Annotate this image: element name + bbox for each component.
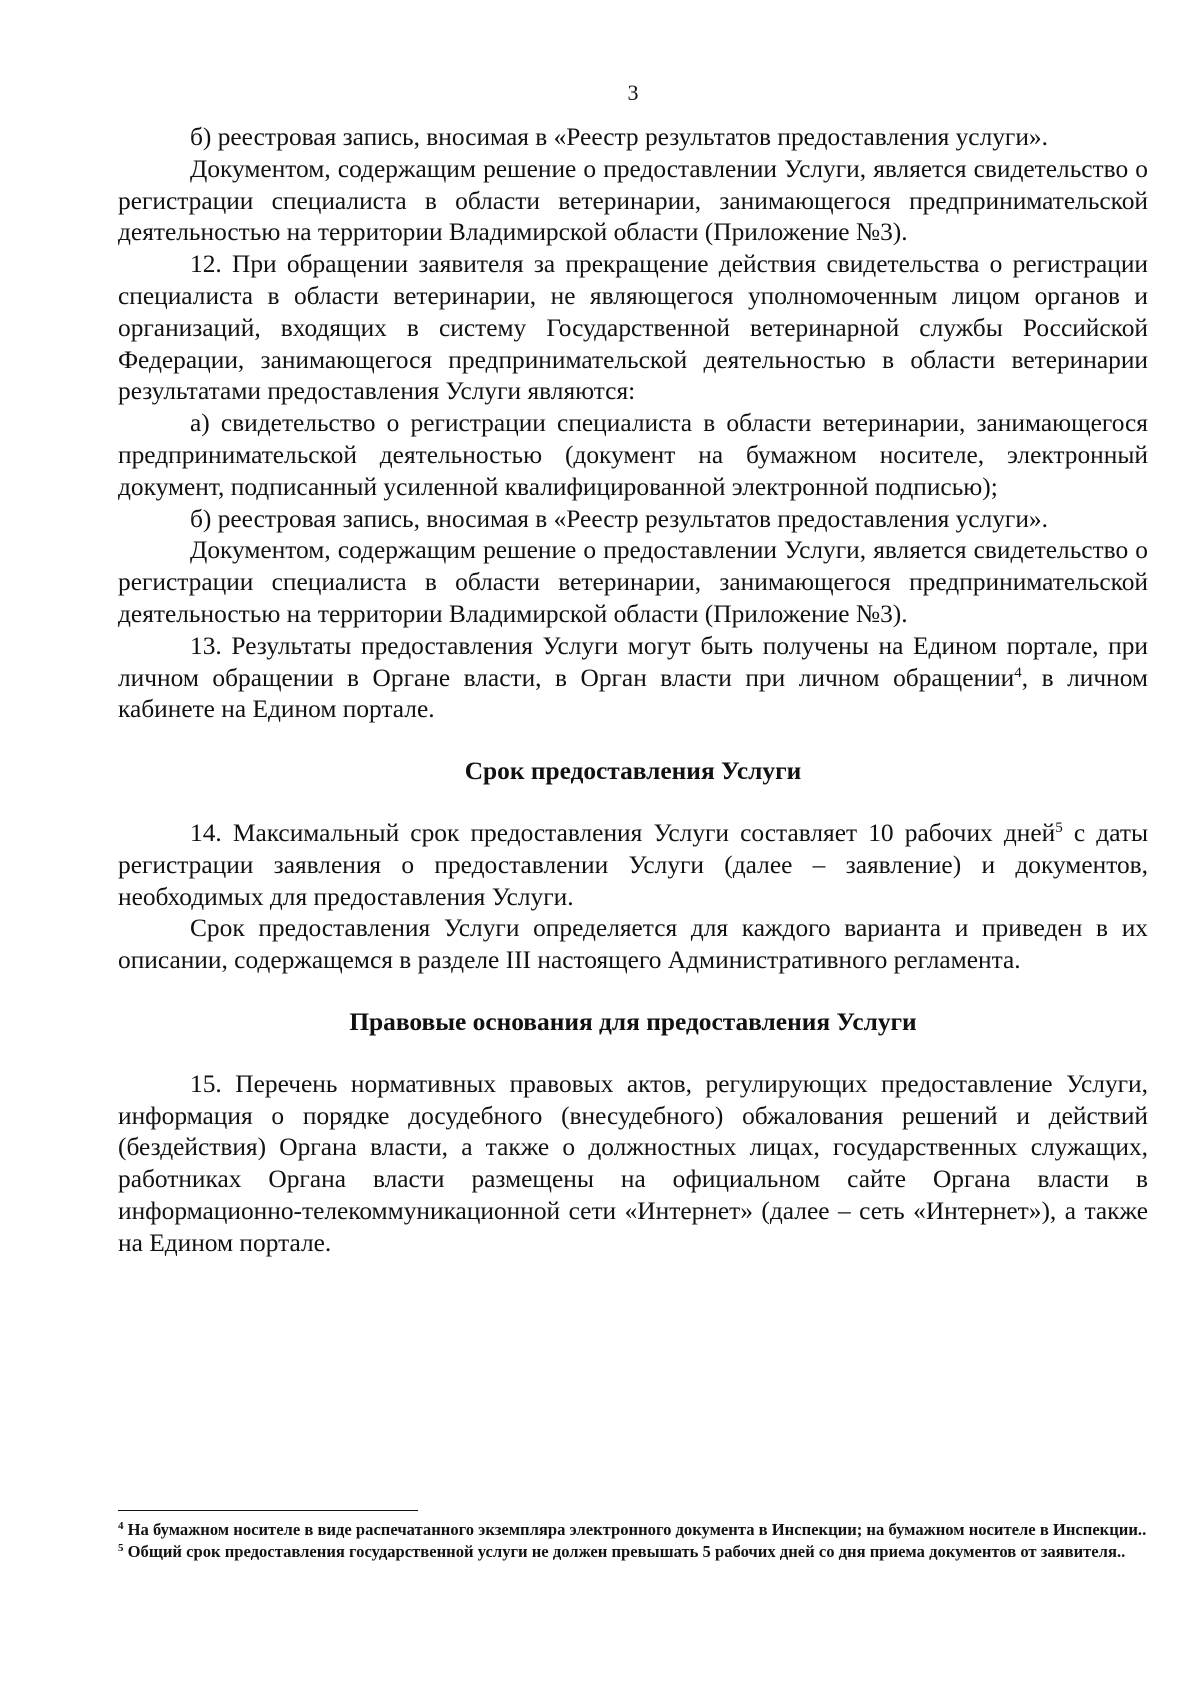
footnote-mark-5: 5: [118, 1542, 124, 1554]
paragraph-registry-entry-2: б) реестровая запись, вносимая в «Реестр результатов предоставления услуги».: [190, 504, 1048, 533]
paragraph-15: 15. Перечень нормативных правовых актов, регулирующих предоставление Услуги, информация о порядке досудебного (внесудебного) обжалования решений и действий (бездействия) Органа власти, а также о должностных лицах, государственных служащих, работниках Органа власти размещены на официальном сайте Органа власти в информационно-телекоммуникационной сети «Интернет» (далее – сеть «Интернет»), а также на Едином портале.: [118, 1069, 1148, 1257]
paragraph-12: 12. При обращении заявителя за прекращение действия свидетельства о регистрации специалиста в области ветеринарии, не являющегося уполномоченным лицом органов и организаций, входящих в систему Государственной ветеринарной службы Российской Федерации, занимающегося предпринимательской деятельностью в области ветеринарии результатами предоставления Услуги являются:: [118, 250, 1148, 406]
paragraph-registry-entry-1: б) реестровая запись, вносимая в «Реестр результатов предоставления услуги».: [190, 123, 1048, 151]
paragraph-13-text-end: , в личном кабинете на Едином портале.: [118, 663, 1148, 724]
footnote-mark-4: 4: [118, 1520, 124, 1532]
section-heading-term: Срок предоставления Услуги: [464, 757, 802, 786]
page-number: 3: [627, 80, 639, 105]
footnote-separator: [118, 1510, 418, 1511]
footnote-4-text: На бумажном носителе в виде распечатанного экземпляра электронного документа в Инспекции; на бумажном носителе в Инспекции..: [123, 1520, 1147, 1539]
footnote-5-text: Общий срок предоставления государственной услуги не должен превышать 5 рабочих дней со дня приема документов от заявителя..: [123, 1542, 1126, 1561]
footnote-ref-4: 4: [1014, 664, 1022, 681]
paragraph-14-text-end: с даты регистрации заявления о предоставлении Услуги (далее – заявление) и документов, необходимых для предоставления Услуги.: [118, 818, 1148, 911]
paragraph-14-term-variants: Срок предоставления Услуги определяется для каждого варианта и приведен в их описании, содержащемся в разделе III настоящего Административного регламента.: [118, 914, 1148, 975]
paragraph-12-a: а) свидетельство о регистрации специалиста в области ветеринарии, занимающегося предпринимательской деятельностью (документ на бумажном носителе, электронный документ, подписанный усиленной квалифицированной электронной подписью);: [118, 409, 1148, 501]
section-heading-legal-basis: Правовые основания для предоставления Услуги: [349, 1007, 917, 1036]
paragraph-decision-document-1: Документом, содержащим решение о предоставлении Услуги, является свидетельство о регистрации специалиста в области ветеринарии, занимающегося предпринимательской деятельностью на территории Владимирской области (Приложение №3).: [118, 154, 1148, 247]
paragraph-14: [118, 818, 1148, 913]
paragraph-14-text: 14. Максимальный срок предоставления Услуги составляет 10 рабочих дней: [190, 818, 1056, 847]
footnote-5: [118, 1541, 1148, 1563]
paragraph-13-text: 13. Результаты предоставления Услуги могут быть получены на Едином портале, при личном обращении в Органе власти, в Орган власти при личном обращении: [118, 631, 1148, 692]
paragraph-13: [118, 631, 1148, 726]
footnote-ref-5: 5: [1055, 819, 1063, 836]
footnote-4: [118, 1519, 1148, 1541]
footnotes: [118, 1510, 1148, 1563]
paragraph-decision-document-2: Документом, содержащим решение о предоставлении Услуги, является свидетельство о регистрации специалиста в области ветеринарии, занимающегося предпринимательской деятельностью на территории Владимирской области (Приложение №3).: [118, 536, 1148, 628]
